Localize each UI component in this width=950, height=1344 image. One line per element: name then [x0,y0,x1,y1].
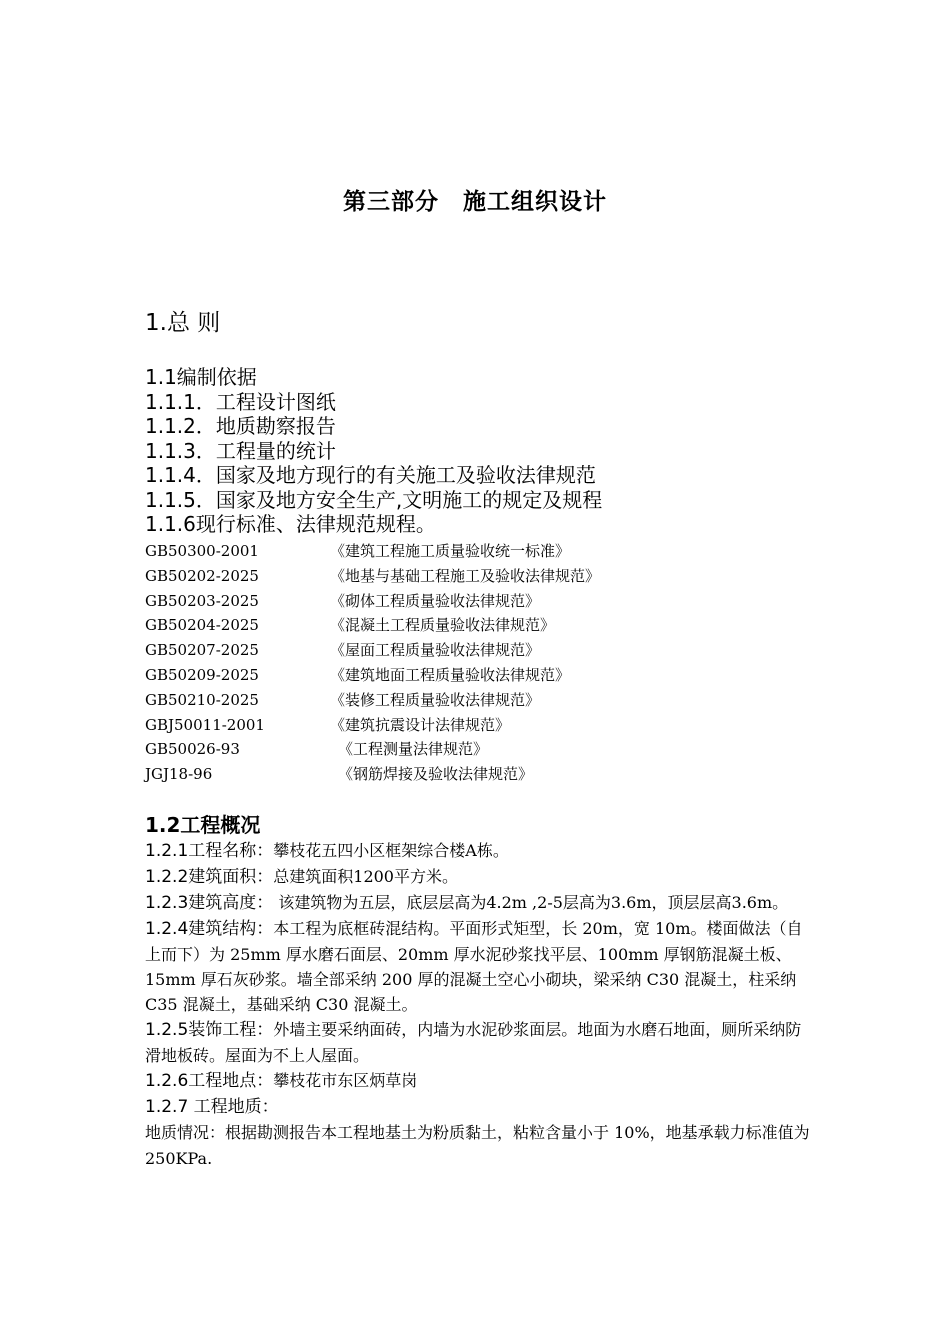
standard-code: GB50207-2025 [145,641,259,660]
item-label: 1.2.7 工程地质： [145,1097,279,1117]
heading-general: 1.总 则 [145,310,221,336]
item-label: 1.2.5装饰工程： [145,1020,274,1040]
standard-code: GB50202-2025 [145,566,259,585]
section-line: 1.1.2．地质勘察报告 [145,414,336,438]
standard-name: 《混凝土工程质量验收法律规范》 [330,616,556,635]
standard-code: GB50300-2001 [145,542,259,560]
standard-code: GB50209-2025 [145,665,259,684]
standard-code: GB50203-2025 [145,591,259,610]
section-line: 1.1.3．工程量的统计 [145,438,336,463]
item-text: 地质情况：根据勘测报告本工程地基土为粉质黏土，粘粒含量小于 10%，地基承载力标准值为250KPa. [145,1123,810,1168]
section-line: 1.1编制依据 [145,365,257,389]
item-label: 1.2.6工程地点： [145,1071,274,1091]
item-text: 本工程为底框砖混结构。平面形式矩型，长 20m，宽 10m。楼面做法（自上而下）为 25mm 厚水磨石面层、20mm 厚水泥砂浆找平层、100mm 厚钢筋混凝土板、15mm 厚石灰砂浆。墙全部采纳 200 厚的混凝土空心小砌块，梁采纳 C30 混凝土，柱采纳 C35 混凝土，基础采纳 C30 混凝土。 [145,919,803,1014]
section-line: 1.1.4．国家及地方现行的有关施工及验收法律规范 [145,463,596,487]
standard-name: 《地基与基础工程施工及验收法律规范》 [330,566,601,585]
standard-code: JGJ18-96 [145,765,213,784]
section-line: 1.1.1．工程设计图纸 [145,389,336,414]
item-text: 外墙主要采纳面砖，内墙为水泥砂浆面层。地面为水磨石地面，厕所采纳防滑地板砖。屋面为不上人屋面。 [145,1020,802,1065]
standard-name: 《工程测量法律规范》 [338,740,489,759]
standard-name: 《砌体工程质量验收法律规范》 [330,591,541,610]
overview-item [145,838,810,864]
item-text: 攀枝花五四小区框架综合楼A栋。 [273,841,509,860]
overview-item [145,1017,810,1068]
section-line: 1.1.5．国家及地方安全生产,文明施工的规定及规程 [145,487,603,512]
overview-item [145,1068,810,1094]
standard-name: 《建筑地面工程质量验收法律规范》 [330,665,571,684]
standard-name: 《装修工程质量验收法律规范》 [330,690,541,709]
page-title: 第三部分 施工组织设计 [343,189,607,215]
item-text: 总建筑面积1200平方米。 [273,867,458,886]
item-text: 该建筑物为五层，底层层高为4.2m ,2-5层高为3.6m，顶层层高3.6m。 [273,893,789,912]
overview-item [145,1094,810,1120]
section-heading: 1.2工程概况 [145,813,261,837]
standard-name: 《建筑抗震设计法律规范》 [330,715,511,734]
overview-item [145,890,810,916]
item-label: 1.2.3建筑高度： [145,893,274,913]
item-label: 1.2.2建筑面积： [145,867,274,887]
overview-item [145,864,810,890]
standard-code: GBJ50011-2001 [145,715,265,734]
standard-name: 《建筑工程施工质量验收统一标准》 [330,542,571,560]
section-1-1 [145,365,602,537]
overview-item [145,1120,810,1171]
standard-name: 《钢筋焊接及验收法律规范》 [338,765,534,784]
overview-item [145,916,810,1017]
item-label: 1.2.1工程名称： [145,841,274,861]
standard-name: 《屋面工程质量验收法律规范》 [330,641,541,660]
standard-code: GB50210-2025 [145,690,259,709]
item-text: 攀枝花市东区炳草岗 [273,1071,418,1090]
item-label: 1.2.4建筑结构： [145,919,274,939]
standard-code: GB50026-93 [145,740,240,759]
section-line: 1.1.6现行标准、法律规范规程。 [145,512,436,536]
standard-code: GB50204-2025 [145,616,259,635]
section-1-2 [145,812,810,1171]
